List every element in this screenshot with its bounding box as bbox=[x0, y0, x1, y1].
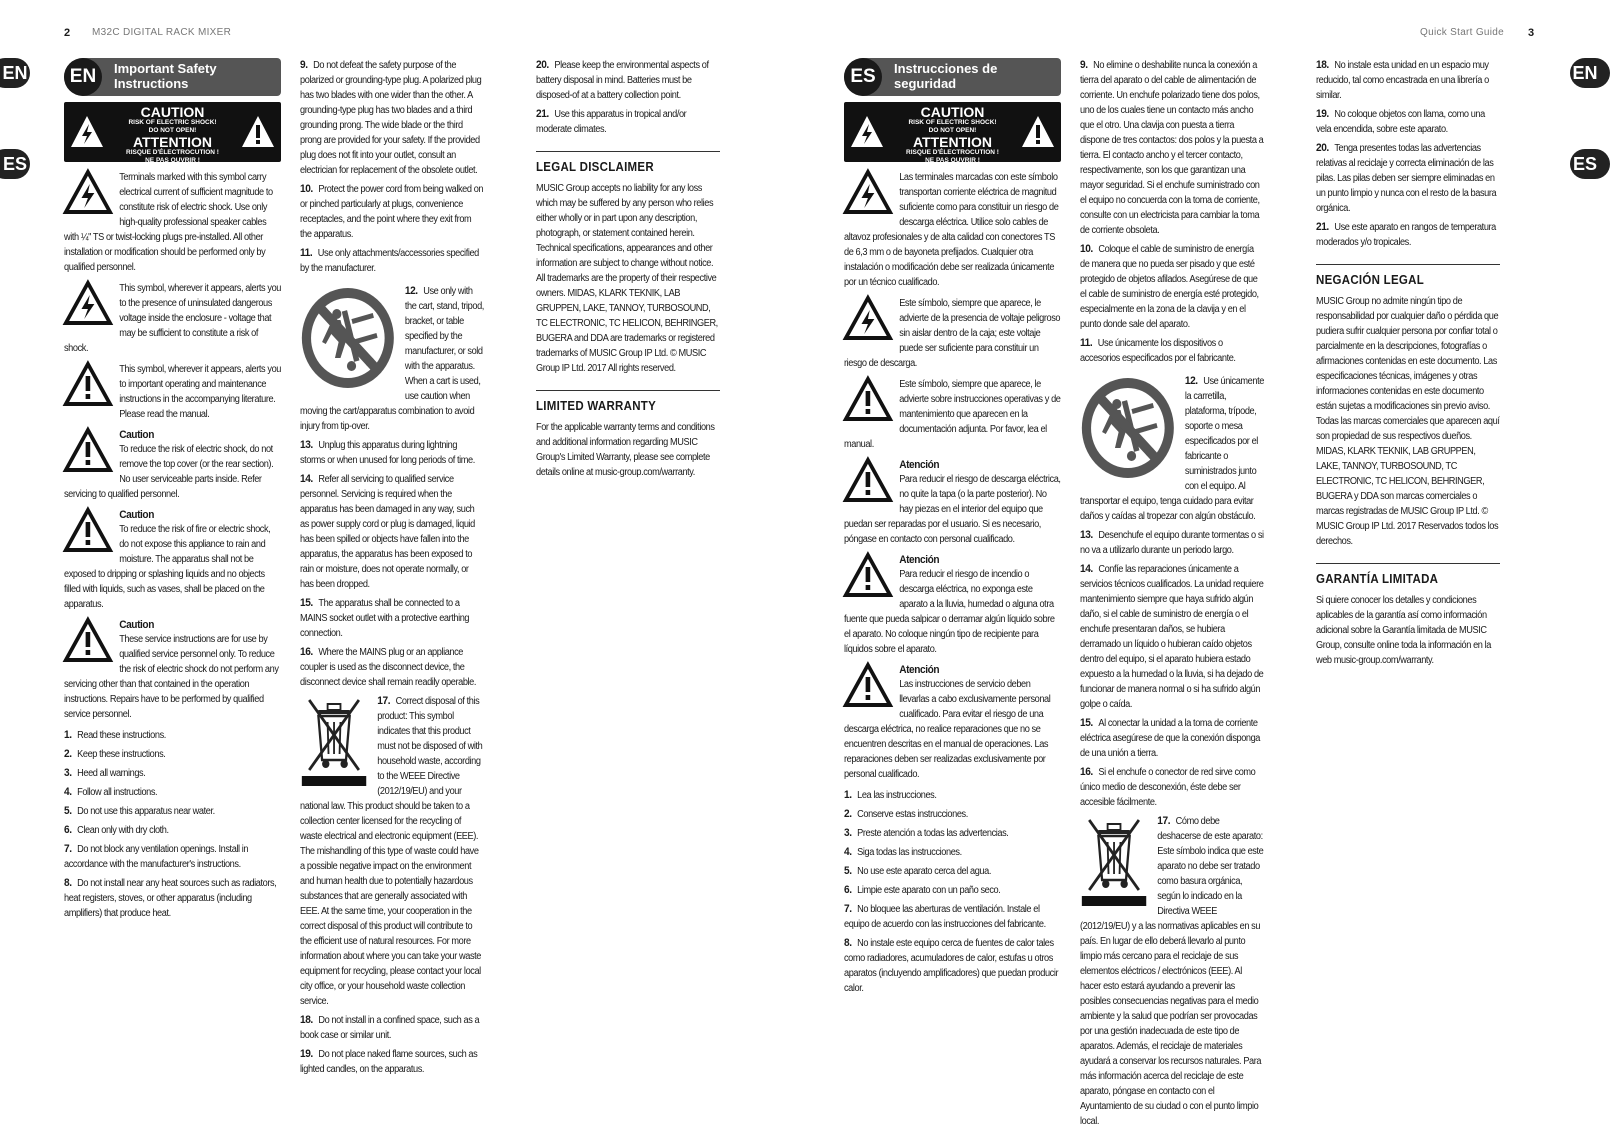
es-symbol-3 bbox=[844, 377, 1062, 452]
es-symbol-2 bbox=[844, 296, 1062, 371]
list-item: 2. Conserve estas instrucciones. bbox=[844, 808, 968, 820]
section-divider bbox=[1316, 264, 1500, 265]
en-section-header bbox=[64, 58, 281, 96]
list-item: 11. Use only attachments/accessories specified by the manufacturer. bbox=[300, 247, 479, 274]
es-caution-1-text: Para reducir el riesgo de descarga eléctrica, no quite la tapa (o la parte posterior). No hay piezas en el interior del equipo que puedan ser reparadas por el usuario. Si es necesario, póngase en contacto con personal cualificado. bbox=[844, 474, 1061, 545]
es-caution-2-title: Atención bbox=[899, 554, 940, 566]
list-item: 20. Tenga presentes todas las advertencias relativas al reciclaje y correcta eliminación de las pilas. Las pilas deben ser siempre eliminadas en un punto limpio y nunca con el resto de la basura orgánica. bbox=[1316, 142, 1497, 214]
es-section-badge: ES bbox=[844, 58, 882, 96]
es-symbol-2-text: Este símbolo, siempre que aparece, le advierte de la presencia de voltaje peligroso sin aislar dentro de la caja; este voltaje puede ser suficiente para constituir un riesgo de descarga. bbox=[844, 298, 1061, 369]
list-item: 18. No instale esta unidad en un espacio muy reducido, tal como encastrada en una librería o similar. bbox=[1316, 59, 1489, 101]
exclamation-warning-icon bbox=[240, 114, 276, 150]
es-caution-2-text: Para reducir el riesgo de incendio o descarga eléctrica, no exponga este aparato a la lluvia, humedad o alguna otra fuente que pueda salpicar o derramar algún líquido sobre el aparato. No coloque ningún tipo de recipiente para líquidos sobre el aparato. bbox=[844, 569, 1055, 655]
right-running-header: Quick Start Guide bbox=[1420, 27, 1505, 38]
list-item: 16. Si el enchufe o conector de red sirve como único medio de desconexión, éste debe ser accesible fácilmente. bbox=[1080, 766, 1256, 808]
es-warranty-text: Si quiere conocer los detalles y condiciones aplicables de la garantía así como información adicional sobre la Garantía limitada de MUSIC Group, consulte online toda la información en la web music-group.com/warranty. bbox=[1316, 595, 1491, 666]
list-item: 7. No bloquee las aberturas de ventilación. Instale el equipo de acuerdo con las instrucciones del fabricante. bbox=[844, 903, 1046, 930]
es-legal-title: NEGACIÓN LEGAL bbox=[1316, 273, 1425, 287]
list-item: 14. Confíe las reparaciones únicamente a servicios técnicos cualificados. La unidad requiere mantenimiento siempre que haya sufrido algún daño, si el cable de suministro de energía o el enchufe presentaran daños, se hubiera derramado un líquido o hubieran caído objetos dentro del equipo, si el aparato hubiera estado expuesto a la humedad o la lluvia, si ha dejado de funcionar de manera normal o si ha sufrido algún golpe o caída. bbox=[1080, 563, 1264, 710]
section-divider bbox=[536, 390, 720, 391]
list-item: 11. Use únicamente los dispositivos o accesorios especificados por el fabricante. bbox=[1080, 337, 1236, 364]
lightning-warning-icon bbox=[69, 114, 105, 150]
weee-bin-icon bbox=[1080, 816, 1148, 908]
list-item: 4. Siga todas las instrucciones. bbox=[844, 846, 962, 858]
language-tab-en-right[interactable]: EN bbox=[1570, 58, 1610, 88]
es-instructions-list bbox=[844, 788, 1062, 996]
es-column-2 bbox=[1080, 58, 1264, 1133]
list-item: 5. Do not use this apparatus near water. bbox=[64, 805, 215, 817]
list-item: 12. Use únicamente la carretilla, plataforma, trípode, soporte o mesa especificados por el fabricante o suministrados junto con el equipo. Al transportar el equipo, tenga cuidado para evitar daños y caídas al tropezar con algún obstáculo. bbox=[1080, 375, 1264, 522]
en-symbol-2-text: This symbol, wherever it appears, alerts you to the presence of uninsulated dangerous voltage inside the enclosure - voltage that may be sufficient to constitute a risk of shock. bbox=[64, 283, 281, 354]
lightning-symbol-icon bbox=[844, 170, 892, 214]
en-caution-1 bbox=[64, 428, 282, 502]
exclamation-symbol-icon bbox=[844, 663, 892, 707]
list-item: 9. Do not defeat the safety purpose of the polarized or grounding-type plug. A polarized plug has two blades with one wider than the other. A grounding-type plug has two blades and a third grounding prong. The wide blade or the third prong are provided for your safety. If the provided plug does not fit into your outlet, consult an electrician for replacement of the obsolete outlet. bbox=[300, 59, 482, 176]
en-warranty-text: For the applicable warranty terms and conditions and additional information regarding MUSIC Group's Limited Warranty, please see complete details online at music-group.com/warranty. bbox=[536, 422, 715, 478]
cart-tipover-warning-icon bbox=[300, 286, 396, 390]
lightning-symbol-icon bbox=[64, 170, 112, 214]
en-caution-2-text: To reduce the risk of fire or electric shock, do not expose this appliance to rain and moisture. The apparatus shall not be exposed to dripping or splashing liquids and no objects filled with liquids, such as vases, shall be placed on the apparatus. bbox=[64, 524, 271, 610]
list-item: 13. Unplug this apparatus during lightning storms or when unused for long periods of time. bbox=[300, 439, 475, 466]
list-item: 4. Follow all instructions. bbox=[64, 786, 158, 798]
list-item: 15. The apparatus shall be connected to a MAINS socket outlet with a protective earthing connection. bbox=[300, 597, 470, 639]
cart-tipover-warning-icon bbox=[1080, 376, 1176, 480]
en-legal-text: MUSIC Group accepts no liability for any loss which may be suffered by any person who relies either wholly or in part upon any description, photograph, or statement contained herein. Technical specifications, appearances and other information are subject to change without notice. All trademarks are the property of their respective owners. MIDAS, KLARK TEKNIK, LAB GRUPPEN, LAKE, TANNOY, TURBOSOUND, TC ELECTRONIC, TC HELICON, BEHRINGER, BUGERA and DDA are trademarks or registered trademarks of MUSIC Group IP Ltd. © MUSIC Group IP Ltd. 2017 All rights reserved. bbox=[536, 183, 718, 374]
list-item: 17. Cómo debe deshacerse de este aparato: Este símbolo indica que este aparato no debe ser tratado como basura orgánica, según lo indicado en la Directiva WEEE (2012/19/EU) y a las normativas aplicables en su país. En lugar de ello deberá llevarlo al punto limpio más cercano para el reciclaje de sus elementos eléctricos / electrónicos (EEE). Al hacer esto estará ayudando a prevenir las posibles consecuencias negativas para el medio ambiente y la salud que podrían ser provocadas por una gestión inadecuada de este tipo de aparatos. Además, el reciclaje de materiales ayudará a conservar los recursos naturales. Para más información acerca del reciclaje de este aparato, póngase en contacto con el Ayuntamiento de su ciudad o con el punto limpio local. bbox=[1080, 815, 1264, 1127]
right-page-number: 3 bbox=[1528, 27, 1535, 39]
lightning-symbol-icon bbox=[64, 281, 112, 325]
es-warranty-title: GARANTÍA LIMITADA bbox=[1316, 572, 1439, 586]
es-caution-3-text: Las instrucciones de servicio deben llevarlas a cabo exclusivamente personal cualificado. Para evitar el riesgo de una descarga eléctrica, no realice reparaciones que no se encuentren descritas en el manual de operaciones. Las reparaciones deben ser realizadas exclusivamente por personal cualificado. bbox=[844, 679, 1051, 780]
list-item: 3. Preste atención a todas las advertencias. bbox=[844, 827, 1009, 839]
language-tab-es-left[interactable]: ES bbox=[0, 149, 30, 179]
exclamation-symbol-icon bbox=[64, 362, 112, 406]
en-column-3 bbox=[536, 58, 720, 484]
exclamation-warning-icon bbox=[1020, 114, 1056, 150]
es-section-header bbox=[844, 58, 1061, 96]
es-section-title: Instrucciones de seguridad bbox=[894, 61, 998, 91]
section-divider bbox=[1316, 563, 1500, 564]
attention-heading: ATTENTION bbox=[912, 134, 993, 150]
list-item: 21. Use this apparatus in tropical and/or moderate climates. bbox=[536, 108, 687, 135]
exclamation-symbol-icon bbox=[64, 508, 112, 552]
list-item: 6. Limpie este aparato con un paño seco. bbox=[844, 884, 1001, 896]
en-caution-2 bbox=[64, 508, 282, 612]
es-symbol-3-text: Este símbolo, siempre que aparece, le advierte sobre instrucciones operativas y de mantenimiento que aparecen en la documentación adjunta. Por favor, lea el manual. bbox=[844, 379, 1061, 450]
list-item: 1. Read these instructions. bbox=[64, 729, 166, 741]
list-item: 20. Please keep the environmental aspects of battery disposal in mind. Batteries must be disposed-of at a battery collection point. bbox=[536, 59, 709, 101]
attention-sub2: NE PAS OUVRIR ! bbox=[925, 157, 980, 164]
list-item: 9. No elimine o deshabilite nunca la conexión a tierra del aparato o del cable de alimentación de corriente. Un enchufe polarizado tiene dos polos, uno de los cuales tiene un contacto más ancho que el otro. Una clavija con puesta a tierra dispone de tres contactos: dos polos y la puesta a tierra. El contacto ancho y el tercer contacto, respectivamente, son los que garantizan una mayor seguridad. Si el enchufe suministrado con el equipo no concuerda con la toma de corriente, consulte con un electricista para cambiar la toma de corriente obsoleta. bbox=[1080, 59, 1264, 236]
list-item: 8. No instale este equipo cerca de fuentes de calor tales como radiadores, acumuladores de calor, estufas u otros aparatos (incluyendo amplificadores) que puedan producir calor. bbox=[844, 937, 1059, 994]
es-legal-text: MUSIC Group no admite ningún tipo de responsabilidad por cualquier daño o pérdida que pudiera sufrir cualquier persona por confiar total o parcialmente en la descripciones, fotografías o afirmaciones contenidas en este documento. Las especificaciones técnicas, imágenes y otras informaciones contenidas en este documento están sujetas a modificaciones sin previo aviso. Todas las marcas comerciales que aparecen aquí son propiedad de sus respectivos dueños. MIDAS, KLARK TEKNIK, LAB GRUPPEN, LAKE, TANNOY, TURBOSOUND, TC ELECTRONIC, TC HELICON, BEHRINGER, BUGERA y DDA son marcas comerciales o marcas registradas de MUSIC Group IP Ltd. © MUSIC Group IP Ltd. 2017 Reservados todos los derechos. bbox=[1316, 296, 1500, 547]
caution-sub2: DO NOT OPEN! bbox=[928, 127, 977, 134]
en-caution-3 bbox=[64, 618, 282, 722]
lightning-symbol-icon bbox=[844, 296, 892, 340]
exclamation-symbol-icon bbox=[844, 377, 892, 421]
list-item: 13. Desenchufe el equipo durante tormentas o si no va a utilizarlo durante un periodo largo. bbox=[1080, 529, 1264, 556]
list-item: 7. Do not block any ventilation openings. Install in accordance with the manufacturer's instructions. bbox=[64, 843, 249, 870]
caution-sub1: RISK OF ELECTRIC SHOCK! bbox=[128, 119, 217, 126]
es-column-3 bbox=[1316, 58, 1500, 672]
list-item: 1. Lea las instrucciones. bbox=[844, 789, 937, 801]
exclamation-symbol-icon bbox=[844, 458, 892, 502]
es-caution-1 bbox=[844, 458, 1062, 547]
attention-sub1: RISQUE D'ÉLECTROCUTION ! bbox=[126, 149, 219, 156]
caution-heading: CAUTION bbox=[140, 104, 205, 120]
list-item: 8. Do not install near any heat sources such as radiators, heat registers, stoves, or other apparatus (including amplifiers) that produce heat. bbox=[64, 877, 277, 919]
list-item: 2. Keep these instructions. bbox=[64, 748, 166, 760]
es-symbol-1-text: Las terminales marcadas con este símbolo transportan corriente eléctrica de magnitud suficiente como para constituir un riesgo de descarga eléctrica. Utilice solo cables de altavoz profesionales y de alta calidad con conectores TS de 6,3 mm o de bayoneta prefijados. Cualquier otra instalación o modificación debe ser realizada únicamente por un técnico cualificado. bbox=[844, 172, 1059, 288]
weee-bin-icon bbox=[300, 696, 368, 788]
language-tab-es-right[interactable]: ES bbox=[1570, 149, 1610, 179]
en-section-title: Important Safety Instructions bbox=[114, 61, 217, 91]
en-caution-3-text: These service instructions are for use by qualified service personnel only. To reduce the risk of electric shock do not perform any servicing other than that contained in the operation instructions. Repairs have to be performed by qualified service personnel. bbox=[64, 634, 279, 720]
en-caution-1-text: To reduce the risk of electric shock, do not remove the top cover (or the rear section). No user serviceable parts inside. Refer servicing to qualified personnel. bbox=[64, 444, 274, 500]
list-item: 10. Protect the power cord from being walked on or pinched particularly at plugs, convenience receptacles, and the point where they exit from the apparatus. bbox=[300, 183, 484, 240]
en-instructions-list bbox=[64, 728, 282, 921]
en-caution-label bbox=[64, 102, 281, 162]
es-symbol-1 bbox=[844, 170, 1062, 290]
caution-heading: CAUTION bbox=[920, 104, 985, 120]
list-item: 6. Clean only with dry cloth. bbox=[64, 824, 169, 836]
en-column-2 bbox=[300, 58, 484, 1081]
attention-sub2: NE PAS OUVRIR ! bbox=[145, 157, 200, 164]
list-item: 14. Refer all servicing to qualified service personnel. Servicing is required when the apparatus has been damaged in any way, such as power supply cord or plug is damaged, liquid has been spilled or objects have fallen into the apparatus, the apparatus has been exposed to rain or moisture, does not operate normally, or has been dropped. bbox=[300, 473, 475, 590]
attention-heading: ATTENTION bbox=[132, 134, 213, 150]
list-item: 12. Use only with the cart, stand, tripod, bracket, or table specified by the manufacturer, or sold with the apparatus. When a cart is used, use caution when moving the cart/apparatus combination to avoid injury from tip-over. bbox=[300, 285, 484, 432]
en-symbol-1-text: Terminals marked with this symbol carry electrical current of sufficient magnitude to constitute risk of electric shock. Use only high-quality professional speaker cables with ¼" TS or twist-locking plugs pre-installed. All other installation or modification should be performed only by qualified personnel. bbox=[64, 172, 273, 273]
list-item: 5. No use este aparato cerca del agua. bbox=[844, 865, 991, 877]
list-item: 10. Coloque el cable de suministro de energía de manera que no pueda ser pisado y que esté protegido de objetos afilados. Asegúrese de que el cable de suministro de energía esté protegido, especialmente en la zona de la clavija y en el punto donde sale del aparato. bbox=[1080, 243, 1259, 330]
section-divider bbox=[536, 151, 720, 152]
caution-sub2: DO NOT OPEN! bbox=[148, 127, 197, 134]
es-caution-2 bbox=[844, 553, 1062, 657]
exclamation-symbol-icon bbox=[64, 428, 112, 472]
en-symbol-1 bbox=[64, 170, 282, 275]
en-warranty-title: LIMITED WARRANTY bbox=[536, 399, 657, 413]
list-item: 3. Heed all warnings. bbox=[64, 767, 146, 779]
list-item: 16. Where the MAINS plug or an appliance coupler is used as the disconnect device, the disconnect device shall remain readily operable. bbox=[300, 646, 476, 688]
en-caution-2-title: Caution bbox=[119, 509, 154, 521]
left-page-number: 2 bbox=[64, 27, 71, 39]
en-symbol-3 bbox=[64, 362, 282, 422]
en-legal-title: LEGAL DISCLAIMER bbox=[536, 160, 654, 174]
en-symbol-3-text: This symbol, wherever it appears, alerts you to important operating and maintenance instructions in the accompanying literature. Please read the manual. bbox=[119, 364, 281, 420]
exclamation-symbol-icon bbox=[844, 553, 892, 597]
list-item: 15. Al conectar la unidad a la toma de corriente eléctrica asegúrese de que la conexión disponga de una unión a tierra. bbox=[1080, 717, 1261, 759]
en-caution-3-title: Caution bbox=[119, 619, 154, 631]
es-caution-1-title: Atención bbox=[899, 459, 940, 471]
es-column-1 bbox=[844, 58, 1061, 1000]
exclamation-symbol-icon bbox=[64, 618, 112, 662]
list-item: 18. Do not install in a confined space, such as a book case or similar unit. bbox=[300, 1014, 480, 1041]
list-item: 19. No coloque objetos con llama, como una vela encendida, sobre este aparato. bbox=[1316, 108, 1485, 135]
list-item: 19. Do not place naked flame sources, such as lighted candles, on the apparatus. bbox=[300, 1048, 478, 1075]
list-item: 21. Use este aparato en rangos de temperatura moderados y/o tropicales. bbox=[1316, 221, 1496, 248]
es-caution-label bbox=[844, 102, 1061, 162]
lightning-warning-icon bbox=[849, 114, 885, 150]
attention-sub1: RISQUE D'ÉLECTROCUTION ! bbox=[906, 149, 999, 156]
list-item: 17. Correct disposal of this product: This symbol indicates that this product must not be disposed of with household waste, according to the WEEE Directive (2012/19/EU) and your national law. This product should be taken to a collection center licensed for the recycling of waste electrical and electronic equipment (EEE). The mishandling of this type of waste could have a possible negative impact on the environment and human health due to potentially hazardous substances that are generally associated with EEE. At the same time, your cooperation in the correct disposal of this product will contribute to the efficient use of natural resources. For more information about where you can take your waste equipment for recycling, please contact your local city office, or your household waste collection service. bbox=[300, 695, 483, 1007]
en-caution-1-title: Caution bbox=[119, 429, 154, 441]
en-section-badge: EN bbox=[64, 58, 102, 96]
en-column-1 bbox=[64, 58, 281, 925]
language-tab-en-left[interactable]: EN bbox=[0, 58, 30, 88]
es-caution-3-title: Atención bbox=[899, 664, 940, 676]
left-running-header: M32C DIGITAL RACK MIXER bbox=[92, 27, 232, 38]
en-symbol-2 bbox=[64, 281, 282, 356]
es-caution-3 bbox=[844, 663, 1062, 782]
caution-sub1: RISK OF ELECTRIC SHOCK! bbox=[908, 119, 997, 126]
